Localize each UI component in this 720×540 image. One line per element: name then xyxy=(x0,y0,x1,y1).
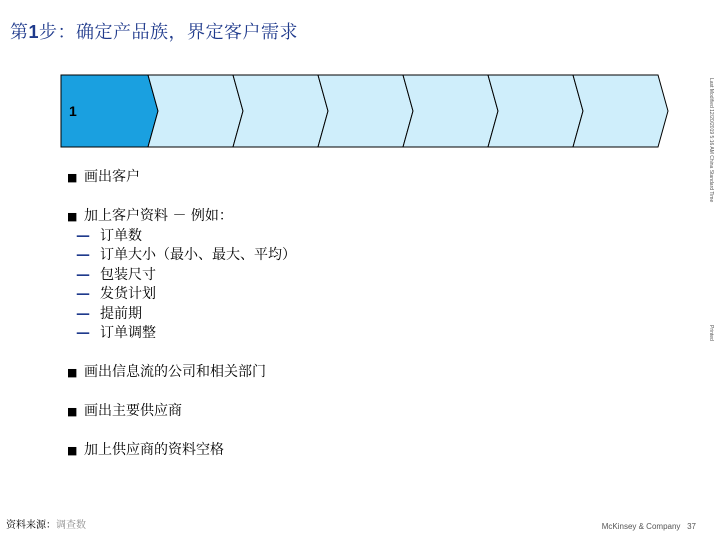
sub-item-text: 订单调整 xyxy=(100,325,156,341)
dash-icon: — xyxy=(76,305,90,322)
chevron-step-6 xyxy=(488,75,583,147)
list-item xyxy=(66,168,296,188)
source-text: 调查数 xyxy=(56,520,86,531)
list-item-text: 加上客户资料 － 例如： xyxy=(84,208,233,224)
list-item xyxy=(66,402,296,422)
sub-item xyxy=(66,324,296,344)
step-1-label: 1 xyxy=(69,103,77,119)
sub-item-text: 发货计划 xyxy=(100,286,156,302)
last-modified-note: Last Modified 12/20/2019 5:16 AM China Standard Time xyxy=(708,78,714,203)
dash-icon: — xyxy=(76,286,90,302)
list-item-text: 画出主要供应商 xyxy=(84,403,182,419)
dash-icon: — xyxy=(76,325,90,341)
sub-item-text: 订单大小（最小、最大、平均） xyxy=(100,247,296,263)
printed-note: Printed xyxy=(708,325,714,341)
title-text: 步：确定产品族，界定客户需求 xyxy=(39,22,299,43)
title-prefix: 第 xyxy=(10,22,29,43)
chevron-step-3 xyxy=(233,75,328,147)
list-item xyxy=(66,441,296,461)
bullet-square-icon: ■ xyxy=(67,444,78,457)
chevron-step-4 xyxy=(318,75,413,147)
list-item-text: 画出客户 xyxy=(84,169,140,185)
sub-item-text: 订单数 xyxy=(100,227,142,244)
process-chevrons xyxy=(60,72,672,150)
chevron-step-5 xyxy=(403,75,498,147)
sub-item xyxy=(66,285,296,305)
page-number: 37 xyxy=(687,522,696,531)
sub-item xyxy=(66,246,296,266)
sub-item xyxy=(66,305,296,325)
bullet-square-icon: ■ xyxy=(67,366,78,379)
list-item xyxy=(66,207,296,227)
chevron-step-7 xyxy=(573,75,668,147)
chevron-step-2 xyxy=(148,75,243,147)
dash-icon: — xyxy=(76,266,90,283)
sub-item xyxy=(66,266,296,286)
page-title xyxy=(10,18,298,44)
company-name: McKinsey & Company xyxy=(601,522,681,531)
sub-item-text: 包装尺寸 xyxy=(100,266,156,283)
dash-icon: — xyxy=(76,247,90,263)
list-item xyxy=(66,363,296,383)
sub-item xyxy=(66,227,296,247)
bullet-square-icon: ■ xyxy=(67,171,78,184)
title-step-number: 1 xyxy=(28,22,40,42)
dash-icon: — xyxy=(76,227,90,244)
list-item-text: 加上供应商的资料空格 xyxy=(84,442,224,458)
footer-company xyxy=(602,522,696,531)
sub-item-text: 提前期 xyxy=(100,305,142,322)
source-note xyxy=(6,516,86,531)
list-item-text: 画出信息流的公司和相关部门 xyxy=(84,364,266,380)
bullet-square-icon: ■ xyxy=(67,210,78,223)
content-list xyxy=(66,168,296,461)
bullet-square-icon: ■ xyxy=(67,405,78,418)
source-label: 资料来源： xyxy=(6,520,56,531)
